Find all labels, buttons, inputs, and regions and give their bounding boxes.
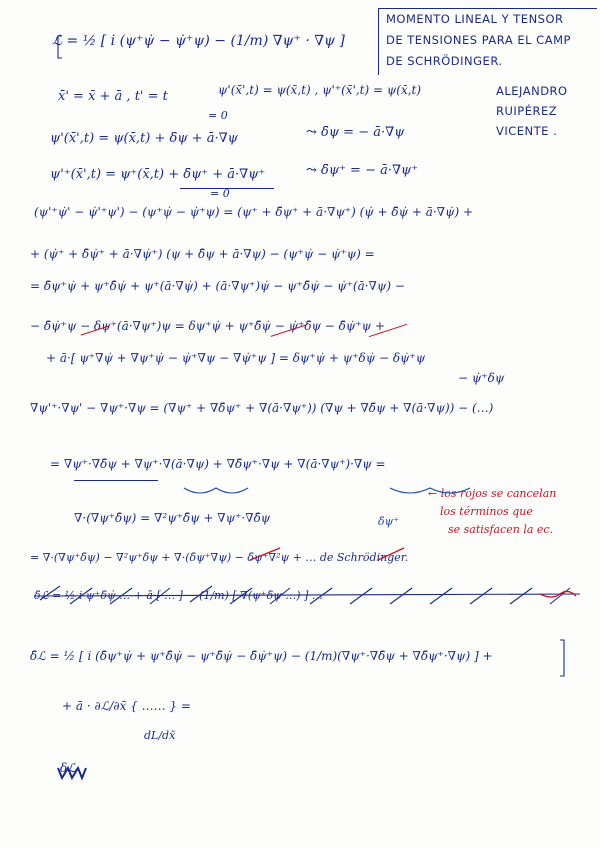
psi-variation-equation: ψ'(x̄',t) = ψ(x̄,t) + δ̄ψ + ā·∇ψ <box>50 131 238 146</box>
field-invariance-equation: ψ'(x̄',t) = ψ(x̄,t) , ψ'⁺(x̄',t) = ψ(x̄,t) <box>218 83 422 97</box>
kinetic-diff-line-1: (ψ'⁺ψ̇' − ψ̇'⁺ψ') − (ψ⁺ψ̇ − ψ̇⁺ψ) = (ψ⁺ + δ̄ψ⁺ + ā·∇ψ⁺) (ψ̇ + δ̄ψ̇ + ā·∇ψ̇) + <box>34 205 474 219</box>
bracket-right <box>560 640 564 676</box>
bracket-left <box>58 36 62 58</box>
crossed-out-line: δ̄ℒ = ½ i ψ⁺δ̄ψ̇ … + ā·[ … ] − (1/m) [ ∇(ψ⁺δ̄ψ …) ] … <box>34 589 323 602</box>
author-line-1: ALEJANDRO <box>496 84 568 98</box>
title-line-3: DE SCHRÖDINGER. <box>386 54 503 68</box>
gradient-diff-line-3: = ∇·(∇ψ⁺δ̄ψ) − ∇²ψ⁺δ̄ψ + ∇·(δ̄ψ⁺∇ψ) − δ̄ψ⁺∇²ψ + … de Schrödinger. <box>30 551 409 564</box>
lagrangian-equation: ℒ = ½ [ i (ψ⁺ψ̇ − ψ̇⁺ψ) − (1/m) ∇ψ⁺ · ∇ψ ] <box>52 33 345 49</box>
derivative-term: + ā · ∂ℒ/∂x̄ { …… } = <box>62 699 191 713</box>
red-cross-1 <box>250 548 280 560</box>
under-brace-blue-2 <box>390 488 470 493</box>
kinetic-diff-line-2: + (ψ̇⁺ + δ̄ψ̇⁺ + ā·∇ψ̇⁺) (ψ + δ̄ψ + ā·∇ψ) − (ψ⁺ψ̇ − ψ̇⁺ψ) = <box>30 247 375 261</box>
final-scribble-label: δℒ <box>60 761 76 775</box>
red-note-line-3: se satisfacen la ec. <box>448 523 554 536</box>
gradient-diff-line-2: = ∇ψ⁺·∇δ̄ψ + ∇ψ⁺·∇(ā·∇ψ) + ∇δ̄ψ⁺·∇ψ + ∇(ā·∇ψ⁺)·∇ψ = <box>50 457 386 471</box>
zero-note-1: = 0 <box>208 109 228 122</box>
delta-psi-dagger-result: ⤳ δ̄ψ⁺ = − ā·∇ψ⁺ <box>306 163 419 178</box>
side-label: δ̄ψ⁺ <box>378 515 400 528</box>
kinetic-diff-line-5: + ā·[ ψ⁺∇ψ̇ + ∇ψ⁺ψ̇ − ψ̇⁺∇ψ − ∇ψ̇⁺ψ ] = δψ⁺ψ̇ + ψ⁺δψ̇ − δψ̇⁺ψ <box>46 351 426 365</box>
red-cross-2 <box>378 548 404 560</box>
author-line-3: VICENTE . <box>496 124 558 138</box>
translation-equation: x̄' = x̄ + ā , t' = t <box>58 89 168 104</box>
dL-dx-note: dL/dx̄ <box>144 729 176 742</box>
kinetic-diff-line-4: − δ̄ψ̇⁺ψ − δψ⁺(ā·∇ψ⁺)ψ = δψ⁺ψ̇ + ψ⁺δ̄ψ̇ − ψ̇⁺δ̄ψ − δ̄ψ̇⁺ψ + <box>30 319 385 333</box>
red-note-line-1: ← los rojos se cancelan <box>428 487 557 500</box>
kinetic-diff-line-6: − ψ̇⁺δψ <box>458 371 505 385</box>
delta-psi-result: ⤳ δ̄ψ = − ā·∇ψ <box>306 125 405 140</box>
gradient-diff-line-1: ∇ψ'⁺·∇ψ' − ∇ψ⁺·∇ψ = (∇ψ⁺ + ∇δ̄ψ⁺ + ∇(ā·∇ψ⁺)) (∇ψ + ∇δ̄ψ + ∇(ā·∇ψ)) − (…) <box>30 401 494 415</box>
zero-note-2: = 0 <box>210 187 230 200</box>
title-line-2: DE TENSIONES PARA EL CAMP <box>386 33 571 47</box>
under-brace-blue <box>184 488 248 493</box>
final-variation-equation: δ̄ℒ = ½ [ i (δ̄ψ⁺ψ̇ + ψ⁺δ̄ψ̇ − ψ⁺δ̄ψ̇ − δ̄ψ̇⁺ψ) − (1/m)(∇ψ⁺·∇δ̄ψ + ∇δ̄ψ⁺·∇ψ) ] + <box>30 649 493 663</box>
strike-line <box>34 594 580 596</box>
psi-dagger-variation-equation: ψ'⁺(x̄',t) = ψ⁺(x̄,t) + δ̄ψ⁺ + ā·∇ψ⁺ <box>50 167 266 182</box>
kinetic-diff-line-3: = δ̄ψ⁺ψ̇ + ψ⁺δ̄ψ̇ + ψ⁺(ā·∇ψ̇) + (ā·∇ψ⁺)ψ̇ − ψ⁺δ̄ψ̇ − ψ̇⁺(ā·∇ψ) − <box>30 279 405 293</box>
title-line-1: MOMENTO LINEAL Y TENSOR <box>386 12 564 26</box>
divergence-identity: ∇·(∇ψ⁺δ̄ψ) = ∇²ψ⁺δ̄ψ + ∇ψ⁺·∇δ̄ψ <box>74 511 271 525</box>
author-line-2: RUIPÉREZ <box>496 104 558 118</box>
red-note-line-2: los términos que <box>440 505 533 518</box>
